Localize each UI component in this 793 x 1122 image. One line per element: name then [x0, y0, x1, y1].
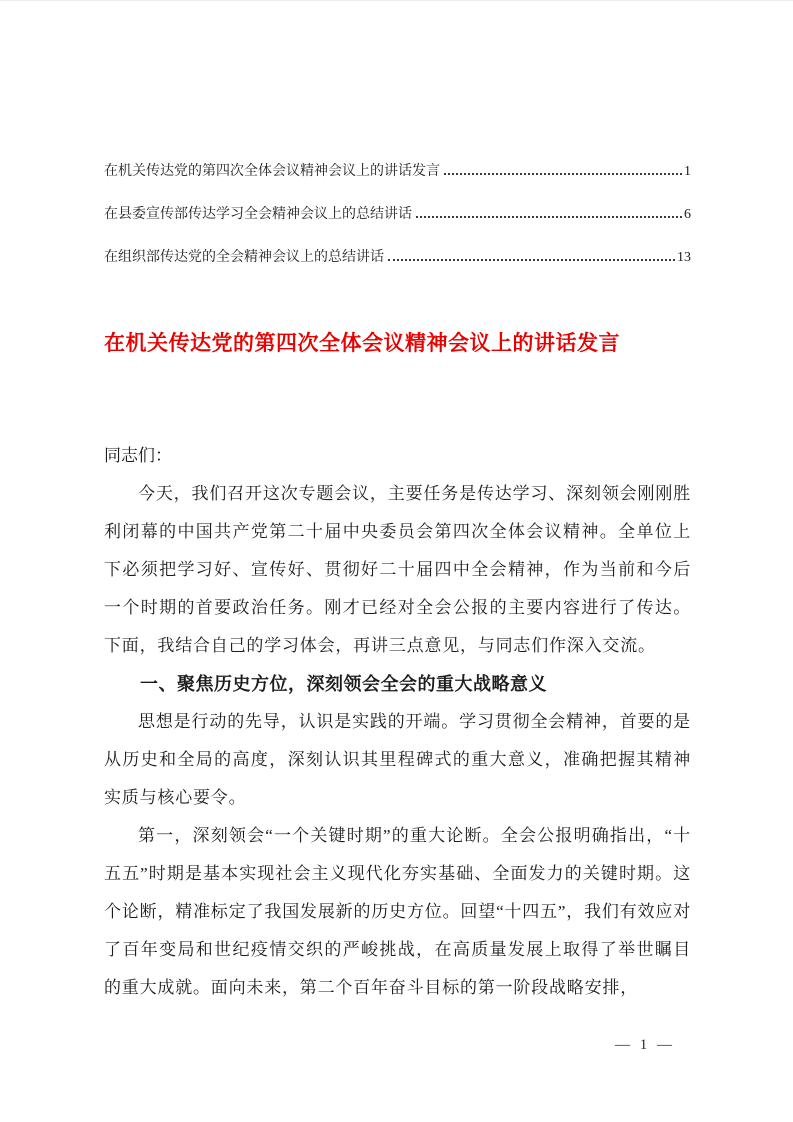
toc-entry-title: 在组织部传达党的全会精神会议上的总结讲话	[104, 250, 384, 265]
toc-entry-page-number: 1	[684, 164, 691, 179]
toc-entry-title: 在县委宣传部传达学习全会精神会议上的总结讲话	[104, 207, 412, 222]
table-of-contents	[104, 1, 691, 267]
toc-entry-2[interactable]	[104, 206, 691, 224]
document-title: 在机关传达党的第四次全体会议精神会议上的讲话发言	[104, 332, 620, 355]
toc-entry-1[interactable]	[104, 163, 691, 181]
section-heading-1: 一、聚焦历史方位，深刻领会全会的重大战略意义	[140, 674, 547, 694]
footer-page-number: — 1 —	[615, 1037, 675, 1053]
toc-dot-leader	[388, 258, 675, 261]
paragraph-intro: 今天，我们召开这次专题会议，主要任务是传达学习、深刻领会刚刚胜利闭幕的中国共产党第二十届中央委员会第四次全体会议精神。全单位上下必须把学习好、宣传好、贯彻好二十届四中全会精神，作为当前和今后一个时期的首要政治任务。刚才已经对全会公报的主要内容进行了传达。下面，我结合自己的学习体会，再讲三点意见，与同志们作深入交流。	[104, 484, 691, 655]
document-body	[104, 437, 691, 1007]
toc-entry-title: 在机关传达党的第四次全体会议精神会议上的讲话发言	[104, 164, 440, 179]
paragraph-section-2: 第一，深刻领会“一个关键时期”的重大论断。全会公报明确指出，“十五五”时期是基本实现社会主义现代化夯实基础、全面发力的关键时期。这个论断，精准标定了我国发展新的历史方位。回望“十四五”，我们有效应对了百年变局和世纪疫情交织的严峻挑战，在高质量发展上取得了举世瞩目的重大成就。面向未来，第二个百年奋斗目标的第一阶段战略安排，	[104, 826, 691, 997]
toc-entry-3[interactable]	[104, 249, 691, 267]
toc-dot-leader	[416, 215, 682, 218]
paragraph-section-1: 思想是行动的先导，认识是实践的开端。学习贯彻全会精神，首要的是从历史和全局的高度，深刻认识其里程碑式的重大意义，准确把握其精神实质与核心要令。	[104, 712, 691, 807]
toc-dot-leader	[444, 172, 682, 175]
toc-entry-page-number: 13	[677, 250, 691, 265]
salutation: 同志们：	[104, 446, 172, 465]
toc-entry-page-number: 6	[684, 207, 691, 222]
